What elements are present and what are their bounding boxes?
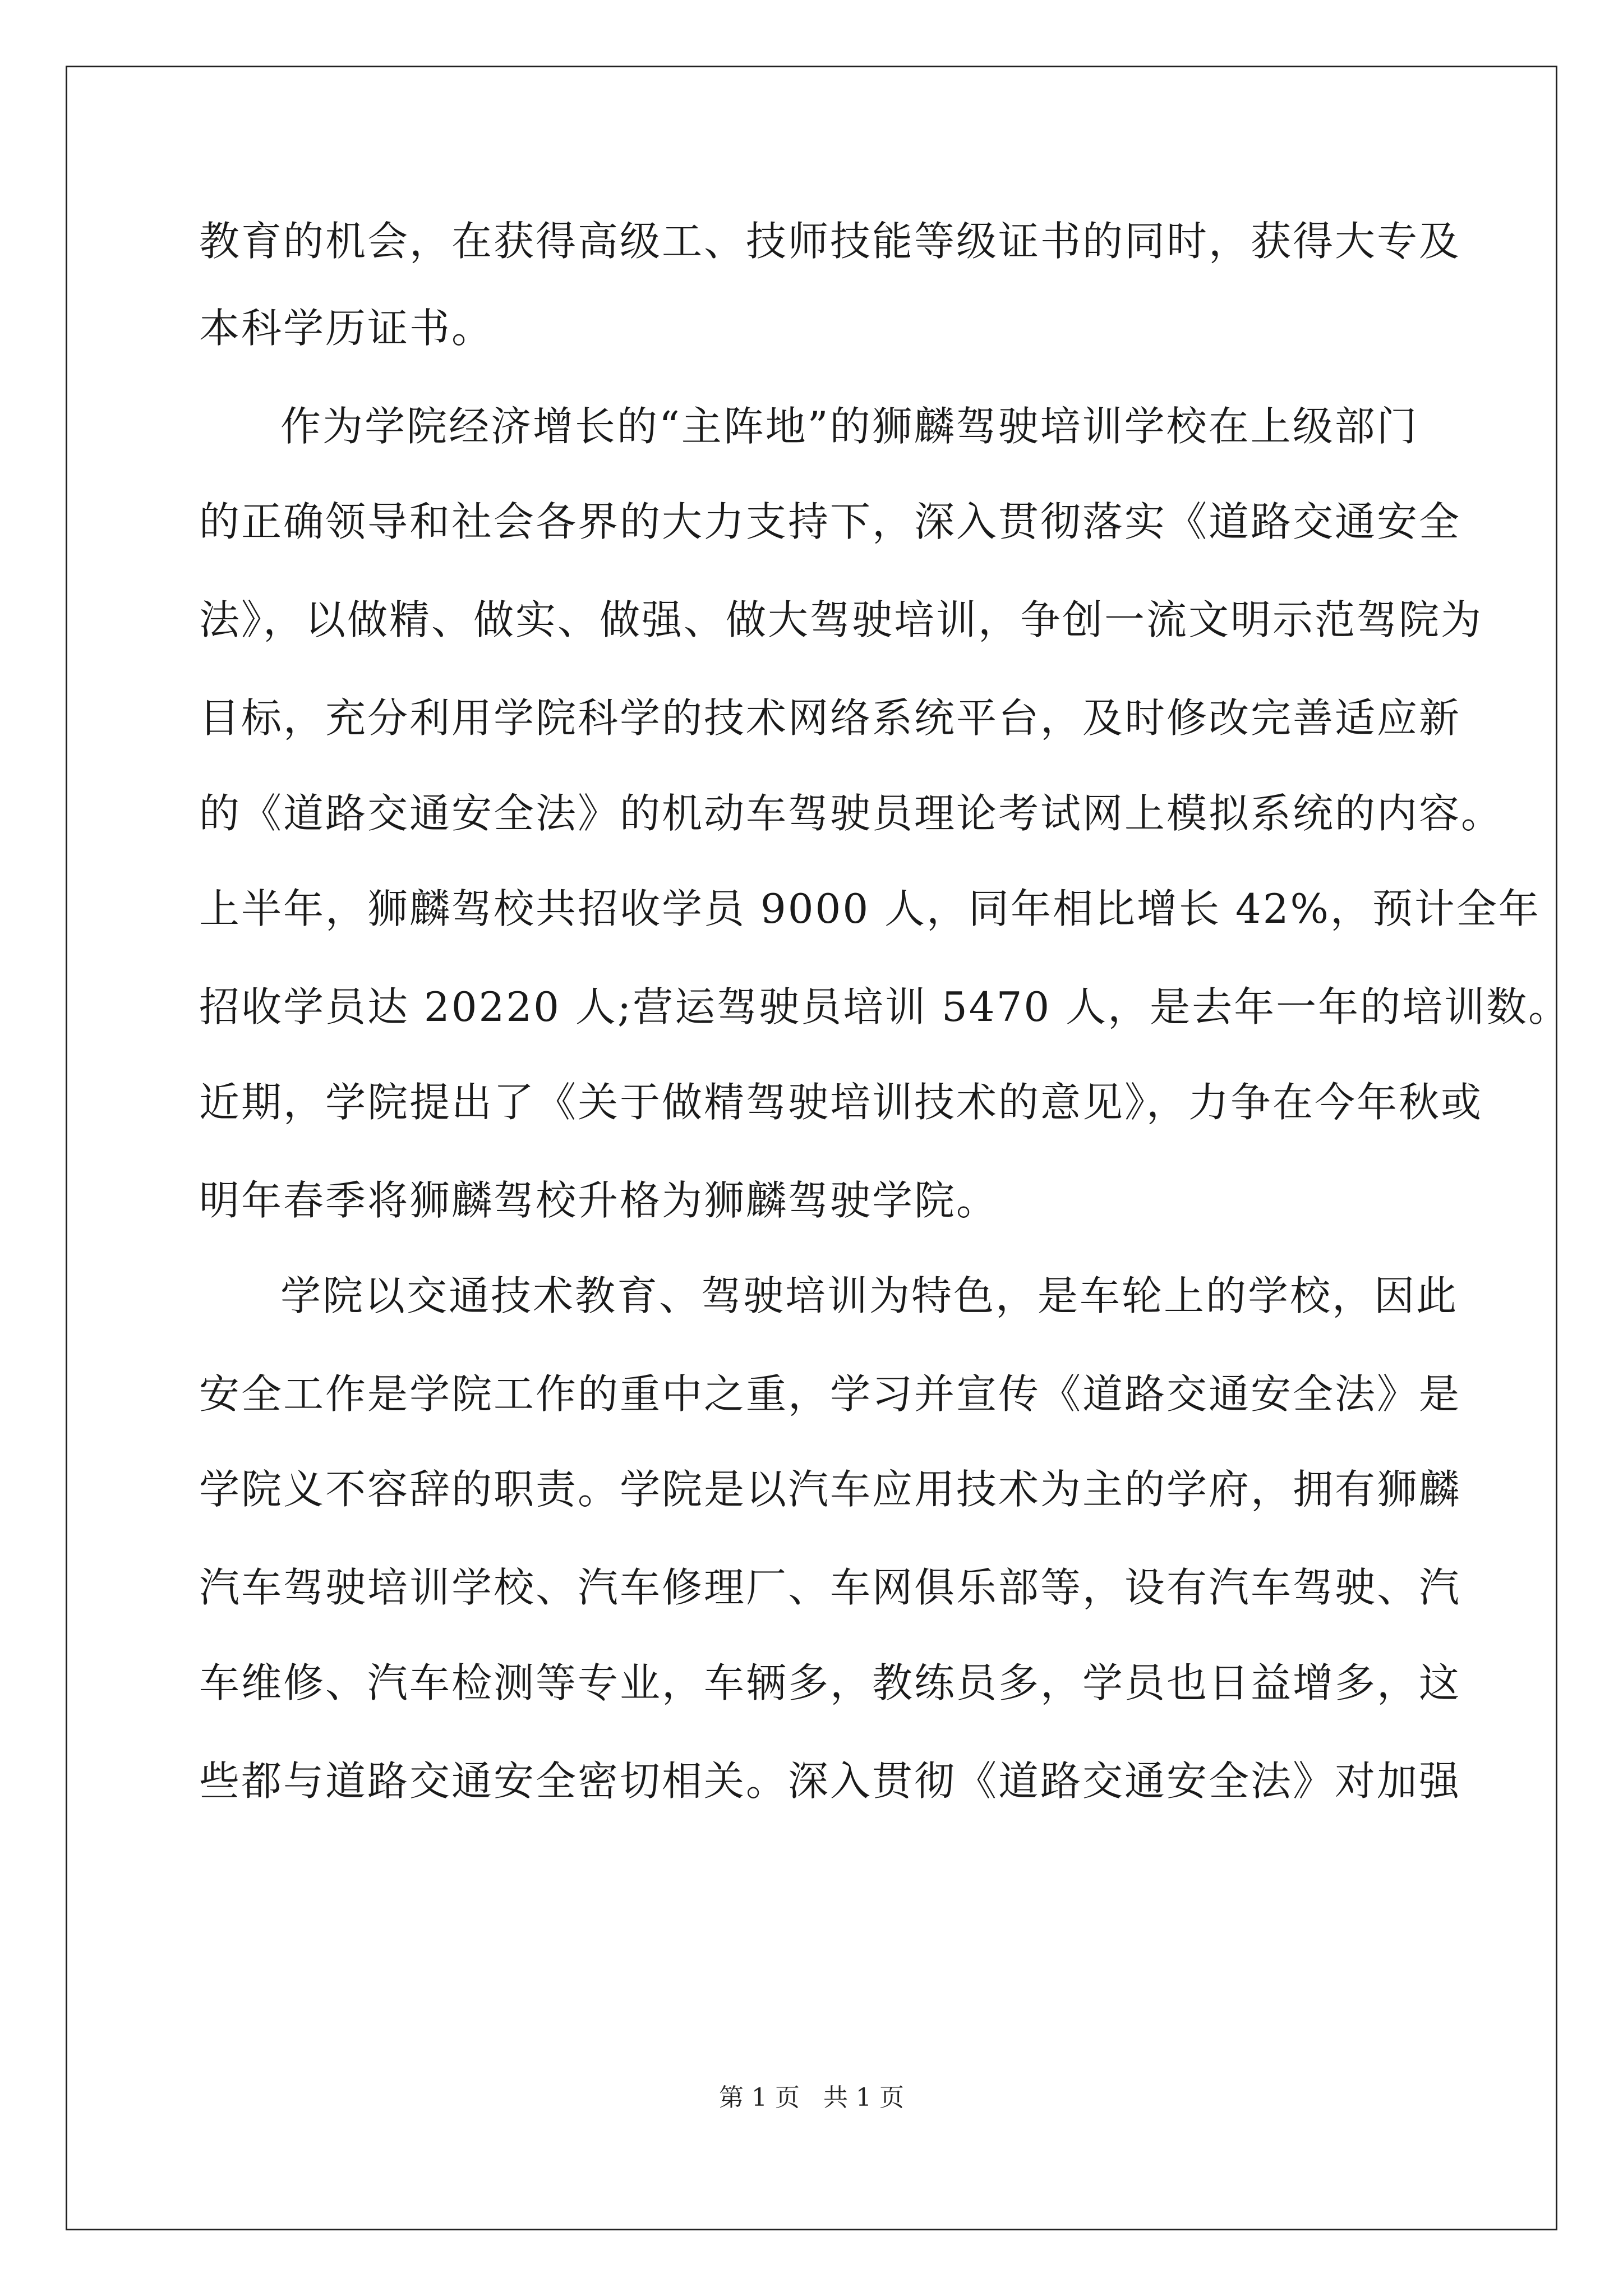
- text-line: 汽车驾驶培训学校、汽车修理厂、车网俱乐部等，设有汽车驾驶、汽: [199, 1564, 1461, 1611]
- text-line: 招收学员达 20220 人;营运驾驶员培训 5470 人，是去年一年的培训数。: [199, 983, 1571, 1030]
- text-line: 明年春季将狮麟驾校升格为狮麟驾驶学院。: [199, 1177, 999, 1224]
- text-line: 安全工作是学院工作的重中之重，学习并宣传《道路交通安全法》是: [199, 1370, 1461, 1418]
- text-line: 教育的机会，在获得高级工、技师技能等级证书的同时，获得大专及: [199, 218, 1461, 265]
- page-border: [66, 66, 1571, 2230]
- text-line: 学院以交通技术教育、驾驶培训为特色，是车轮上的学校，因此: [280, 1272, 1459, 1319]
- text-line: 的《道路交通安全法》的机动车驾驶员理论考试网上模拟系统的内容。: [199, 790, 1504, 837]
- text-line: 学院义不容辞的职责。学院是以汽车应用技术为主的学府，拥有狮麟: [199, 1466, 1461, 1513]
- text-line: 些都与道路交通安全密切相关。深入贯彻《道路交通安全法》对加强: [199, 1757, 1461, 1805]
- text-line: 目标，充分利用学院科学的技术网络系统平台，及时修改完善适应新: [199, 694, 1461, 742]
- text-line: 作为学院经济增长的“主阵地”的狮麟驾驶培训学校在上级部门: [280, 403, 1419, 450]
- text-line: 上半年，狮麟驾校共招收学员 9000 人，同年相比增长 42%，预计全年: [199, 885, 1541, 932]
- text-line: 近期，学院提出了《关于做精驾驶培训技术的意见》，力争在今年秋或: [199, 1079, 1483, 1126]
- text-line: 法》，以做精、做实、做强、做大驾驶培训，争创一流文明示范驾院为: [199, 596, 1483, 643]
- page-number: 第 1 页 共 1 页: [719, 2083, 904, 2112]
- text-line: 车维修、汽车检测等专业，车辆多，教练员多，学员也日益增多，这: [199, 1659, 1461, 1706]
- text-line: 本科学历证书。: [199, 305, 494, 352]
- text-line: 的正确领导和社会各界的大力支持下，深入贯彻落实《道路交通安全: [199, 498, 1461, 545]
